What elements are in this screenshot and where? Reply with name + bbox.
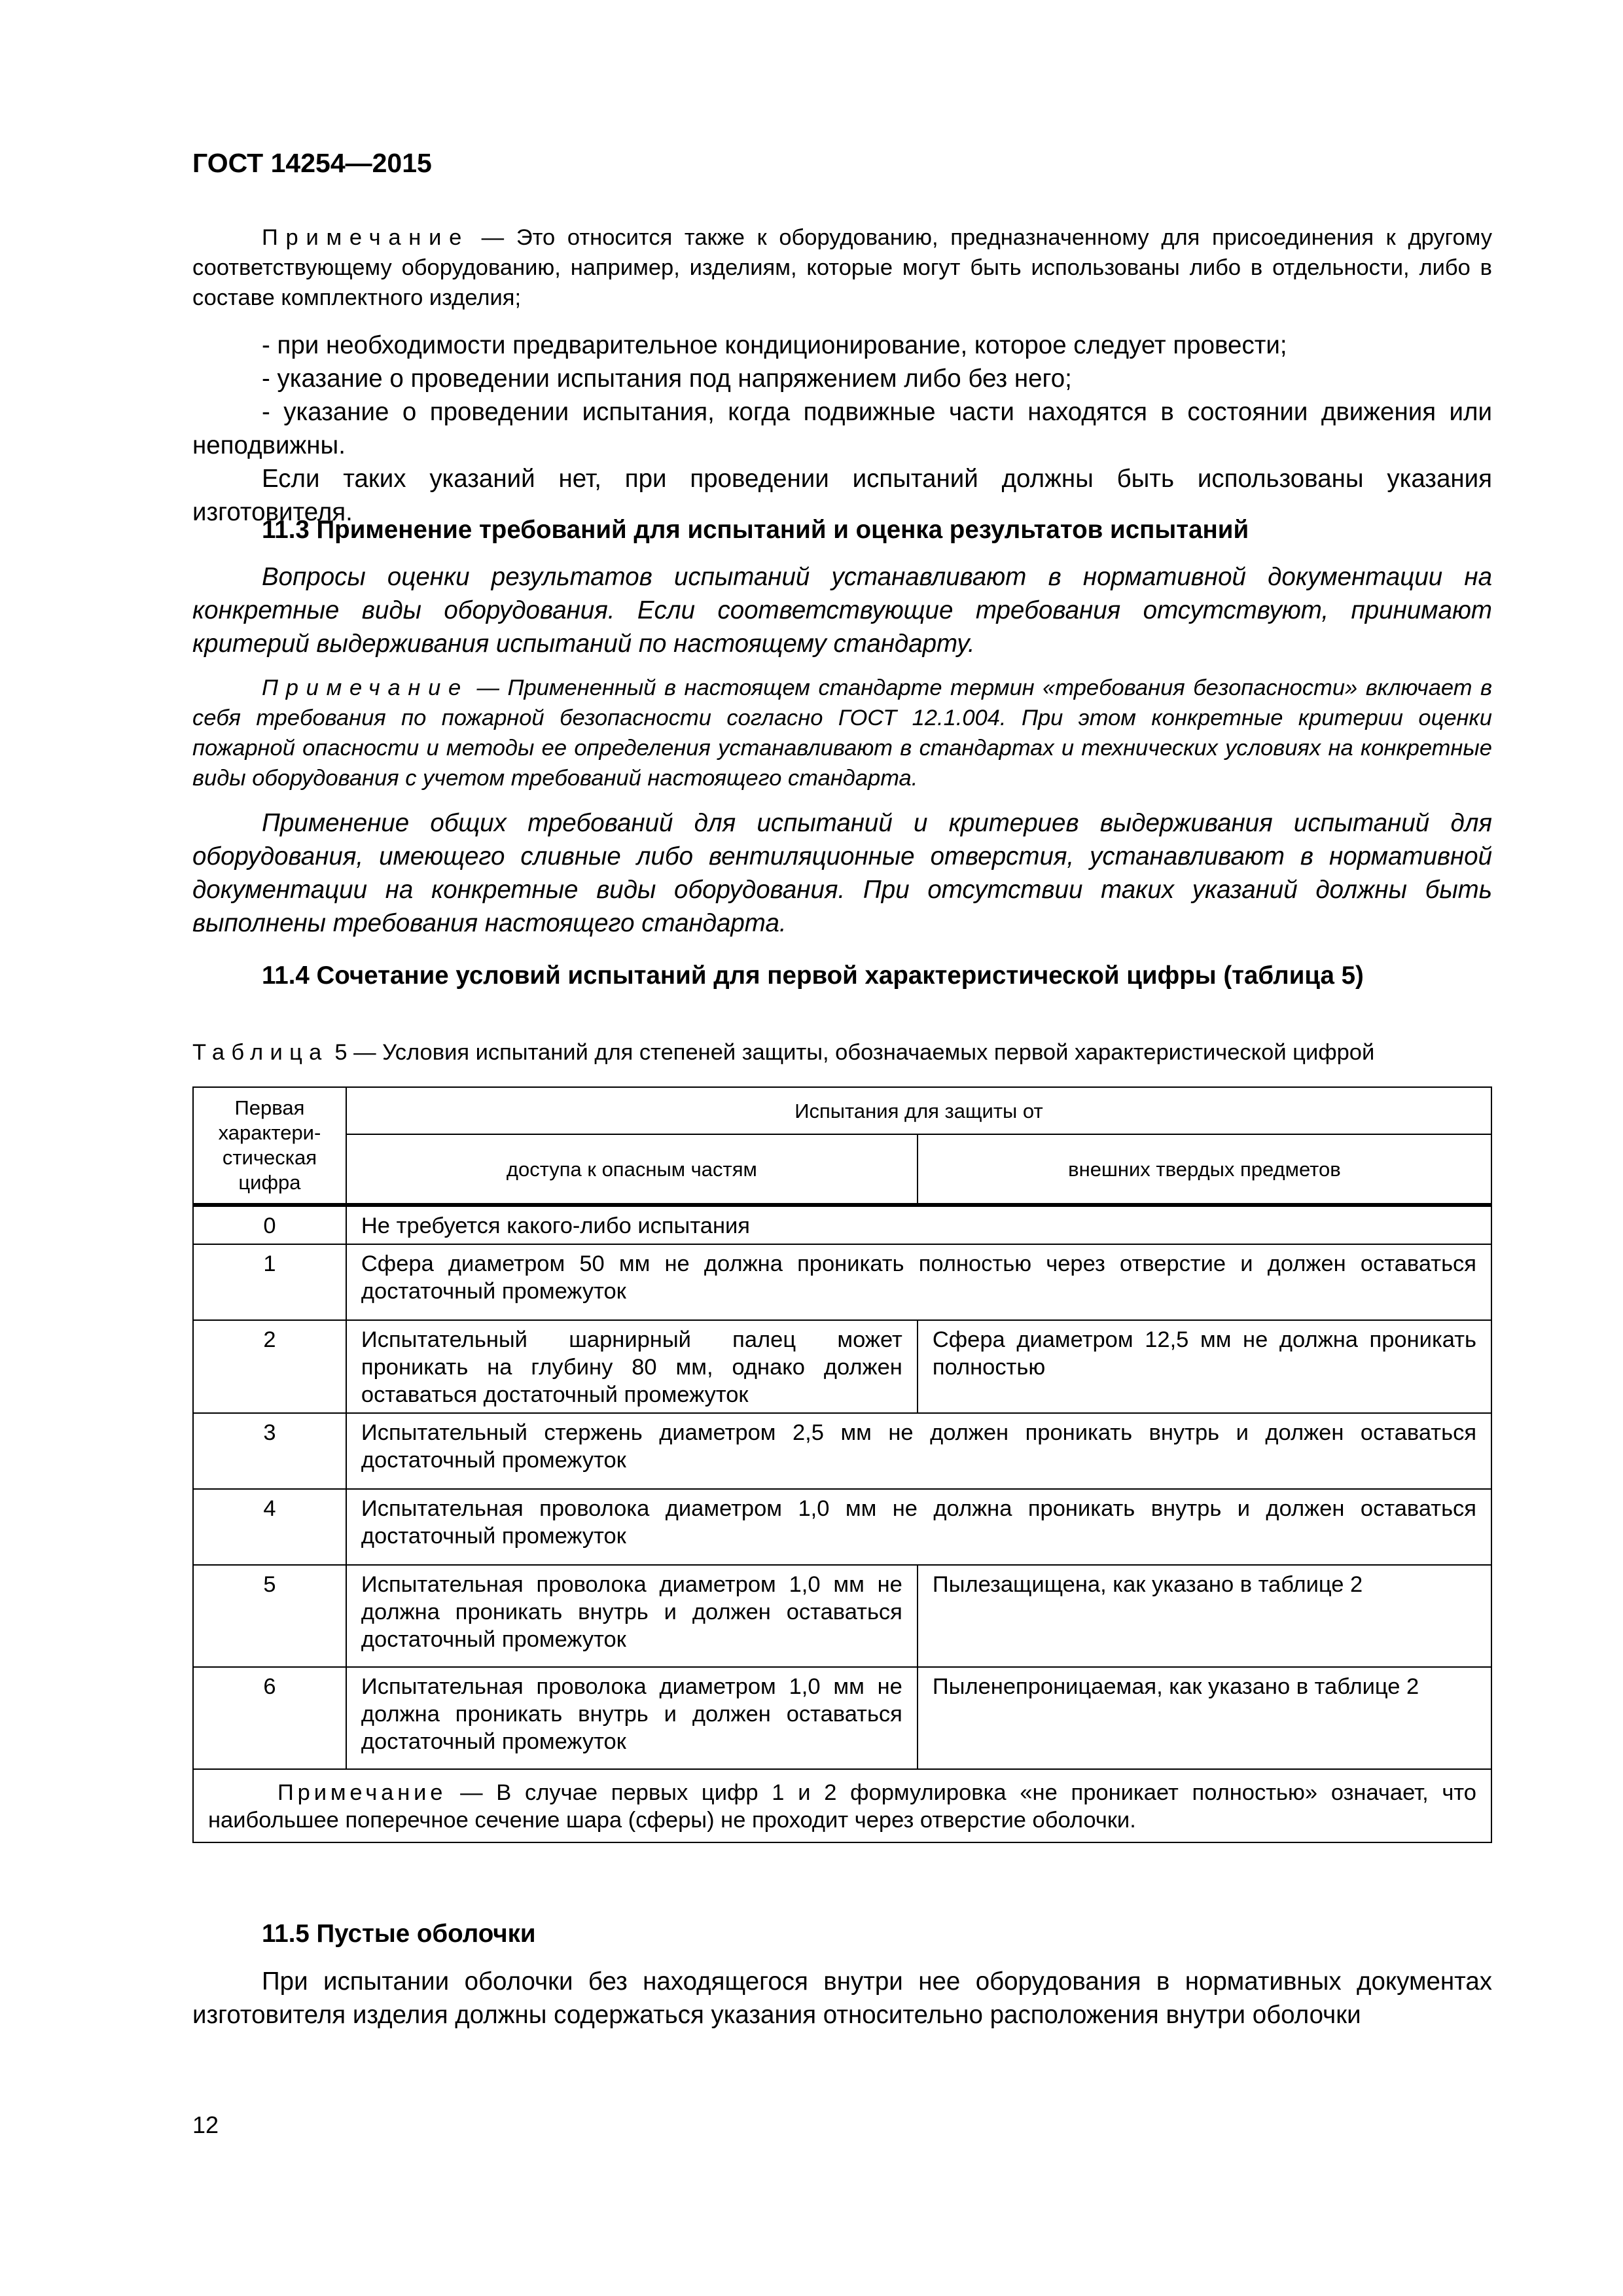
section-11-3-body-2 (192, 806, 1492, 940)
note-label: Примечание (262, 675, 469, 700)
note-block-1 (192, 223, 1492, 313)
table-caption-label: Таблица (192, 1040, 329, 1065)
table-row (193, 1565, 1491, 1667)
list-item: - указание о проведении испытания, когда подвижные части находятся в состоянии движения или неподвижны. (192, 398, 1492, 459)
bullet-list (192, 329, 1492, 529)
section-11-5-body (192, 1965, 1492, 2032)
table-caption-text: 5 — Условия испытаний для степеней защиты, обозначаемых первой характеристической цифрой (328, 1040, 1375, 1065)
table-row (193, 1244, 1491, 1320)
note-paragraph (192, 673, 1492, 793)
cell-digit: 5 (193, 1565, 346, 1667)
cell-solid: Пылезащищена, как указано в таблице 2 (918, 1565, 1491, 1667)
section-heading-11-3: 11.3 Применение требований для испытаний и оценка результатов испытаний (262, 516, 1249, 544)
cell-solid: Сфера диаметром 12,5 мм не должна проникать полностью (918, 1320, 1491, 1413)
table-row (193, 1667, 1491, 1769)
body-paragraph: Применение общих требований для испытаний и критериев выдерживания испытаний для оборудования, имеющего сливные либо вентиляционные отверстия, устанавливают в нормативной документации на конкретные виды оборудования. При отсутствии таких указаний должны быть выполнены требования настоящего стандарта. (192, 809, 1492, 937)
header-solid: внешних твердых предметов (918, 1134, 1491, 1205)
note-label: Примечание (262, 225, 469, 250)
section-11-3-body (192, 560, 1492, 660)
table-row (193, 1205, 1491, 1244)
section-heading-11-4: 11.4 Сочетание условий испытаний для первой характеристической цифры (таблица 5) (262, 961, 1364, 990)
cell-merged: Испытательная проволока диаметром 1,0 мм не должна проникать внутрь и должен оставаться достаточный промежуток (346, 1489, 1491, 1565)
header-group: Испытания для защиты от (346, 1087, 1491, 1134)
document-header: ГОСТ 14254—2015 (192, 148, 432, 178)
cell-merged: Испытательный стержень диаметром 2,5 мм не должен проникать внутрь и должен оставаться достаточный промежуток (346, 1413, 1491, 1489)
cell-access: Испытательная проволока диаметром 1,0 мм не должна проникать внутрь и должен оставаться достаточный промежуток (346, 1565, 918, 1667)
table-note (193, 1769, 1491, 1842)
body-paragraph: При испытании оболочки без находящегося внутри нее оборудования в нормативных документах изготовителя изделия должны содержаться указания относительно расположения внутри оболочки (192, 1967, 1492, 2029)
cell-merged: Не требуется какого-либо испытания (346, 1205, 1491, 1244)
table-row (193, 1320, 1491, 1413)
note-text: — Примененный в настоящем стандарте термин «требования безопасности» включает в себя требования по пожарной безопасности согласно ГОСТ 12.1.004. При этом конкретные критерии оценки пожарной опасности и методы ее определения устанавливают в стандартах и технических условиях на конкретные виды оборудования с учетом требований настоящего стандарта. (192, 675, 1492, 791)
cell-access: Испытательный шарнирный палец может проникать на глубину 80 мм, однако должен оставаться достаточный промежуток (346, 1320, 918, 1413)
header-access: доступа к опасным частям (346, 1134, 918, 1205)
page-number: 12 (192, 2111, 219, 2138)
note-paragraph (192, 223, 1492, 313)
note-block-2 (192, 673, 1492, 793)
table-5 (192, 1086, 1492, 1843)
table-row (193, 1413, 1491, 1489)
section-heading-11-5: 11.5 Пустые оболочки (262, 1920, 536, 1948)
cell-access: Испытательная проволока диаметром 1,0 мм не должна проникать внутрь и должен оставаться достаточный промежуток (346, 1667, 918, 1769)
table-header-row (193, 1087, 1491, 1134)
note-text: — Это относится также к оборудованию, предназначенному для присоединения к другому соответствующему оборудованию, например, изделиям, которые могут быть использованы либо в отдельности, либо в составе комплектного изделия; (192, 225, 1492, 310)
body-paragraph: Вопросы оценки результатов испытаний устанавливают в нормативной документации на конкретные виды оборудования. Если соответствующие требования отсутствуют, принимают критерий выдерживания испытаний по настоящему стандарту. (192, 563, 1492, 658)
cell-solid: Пыленепроницаемая, как указано в таблице 2 (918, 1667, 1491, 1769)
table-caption (192, 1039, 1374, 1066)
cell-merged: Сфера диаметром 50 мм не должна проникать полностью через отверстие и должен оставаться достаточный промежуток (346, 1244, 1491, 1320)
cell-digit: 6 (193, 1667, 346, 1769)
cell-digit: 1 (193, 1244, 346, 1320)
table-5-wrapper (192, 1086, 1492, 1843)
table-note-row (193, 1769, 1491, 1842)
table-header-row (193, 1134, 1491, 1205)
list-item: - указание о проведении испытания под напряжением либо без него; (262, 365, 1072, 393)
cell-digit: 0 (193, 1205, 346, 1244)
body-paragraph: Если таких указаний нет, при проведении испытаний должны быть использованы указания изготовителя. (192, 465, 1492, 526)
cell-digit: 2 (193, 1320, 346, 1413)
cell-digit: 4 (193, 1489, 346, 1565)
header-first-digit: Первая характери-стическая цифра (193, 1087, 346, 1205)
list-item: - при необходимости предварительное кондиционирование, которое следует провести; (262, 331, 1287, 359)
table-row (193, 1489, 1491, 1565)
table-note-label: Примечание (277, 1780, 447, 1805)
table-note-text: — В случае первых цифр 1 и 2 формулировка «не проникает полностью» означает, что наибольшее поперечное сечение шара (сферы) не проходит через отверстие оболочки. (208, 1780, 1476, 1833)
cell-digit: 3 (193, 1413, 346, 1489)
